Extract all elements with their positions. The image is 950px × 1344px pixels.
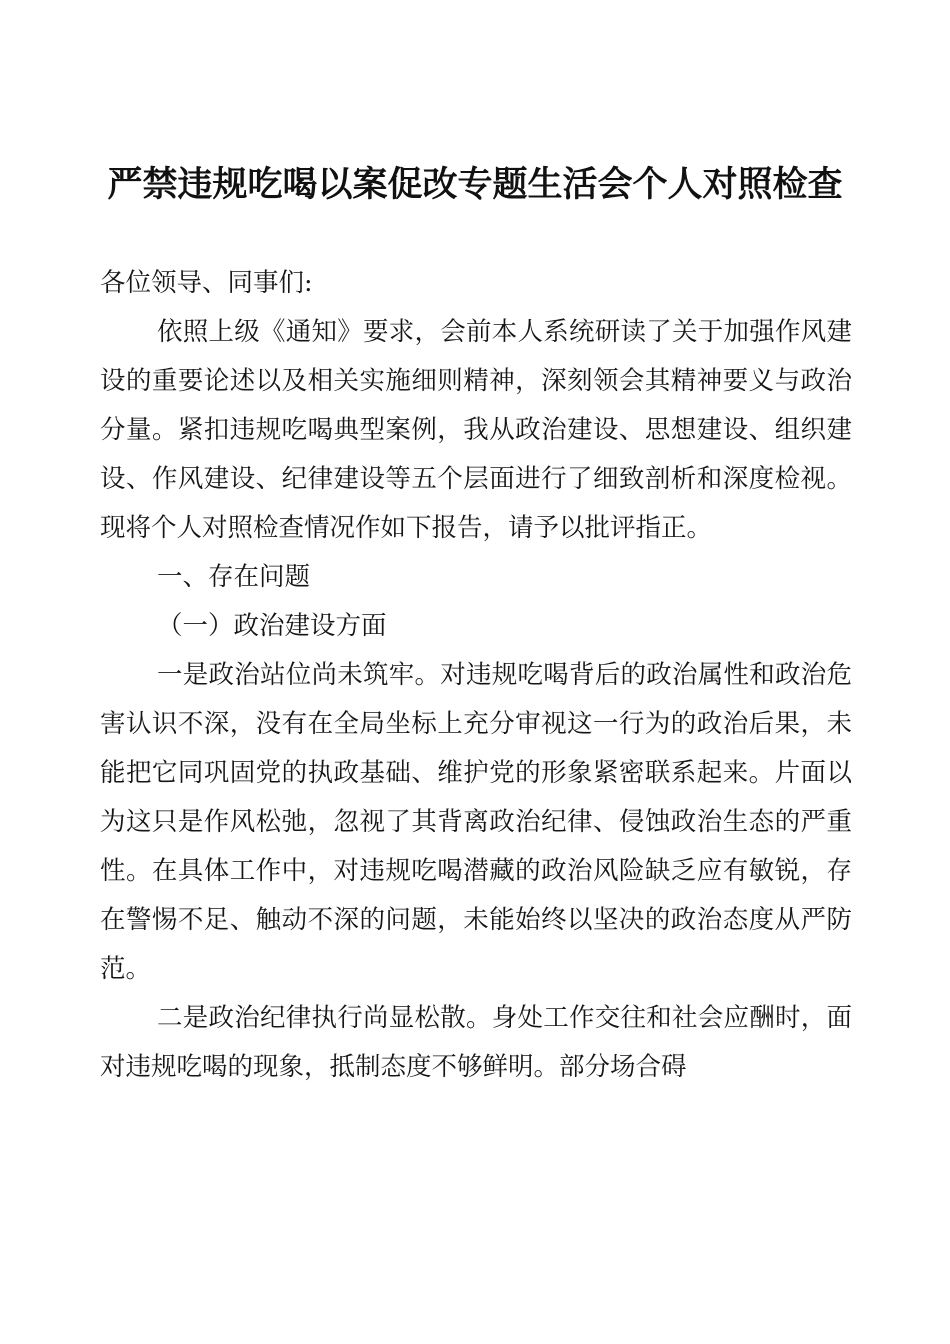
section-heading: 一、存在问题 xyxy=(157,562,311,592)
intro-paragraph: 依照上级《通知》要求，会前本人系统研读了关于加强作风建设的重要论述以及相关实施细则精神，深刻领会其精神要义与政治分量。紧扣违规吃喝典型案例，我从政治建设、思想建设、组织建设、作风建设、纪律建设等五个层面进行了细致剖析和深度检视。现将个人对照检查情况作如下报告，请予以批评指正。 xyxy=(100,317,852,543)
greeting: 各位领导、同事们: xyxy=(100,268,313,298)
document-title: 严禁违规吃喝以案促改专题生活会个人对照检查 xyxy=(107,164,843,205)
subsection-heading: （一）政治建设方面 xyxy=(157,611,387,641)
body-paragraph: 一是政治站位尚未筑牢。对违规吃喝背后的政治属性和政治危害认识不深，没有在全局坐标上充分审视这一行为的政治后果，未能把它同巩固党的执政基础、维护党的形象紧密联系起来。片面以为这只是作风松弛，忽视了其背离政治纪律、侵蚀政治生态的严重性。在具体工作中，对违规吃喝潜藏的政治风险缺乏应有敏锐，存在警惕不足、触动不深的问题，未能始终以坚决的政治态度从严防范。 xyxy=(100,660,852,984)
document-body xyxy=(100,259,852,1092)
body-paragraph: 二是政治纪律执行尚显松散。身处工作交往和社会应酬时，面对违规吃喝的现象，抵制态度不够鲜明。部分场合碍 xyxy=(100,1003,852,1082)
